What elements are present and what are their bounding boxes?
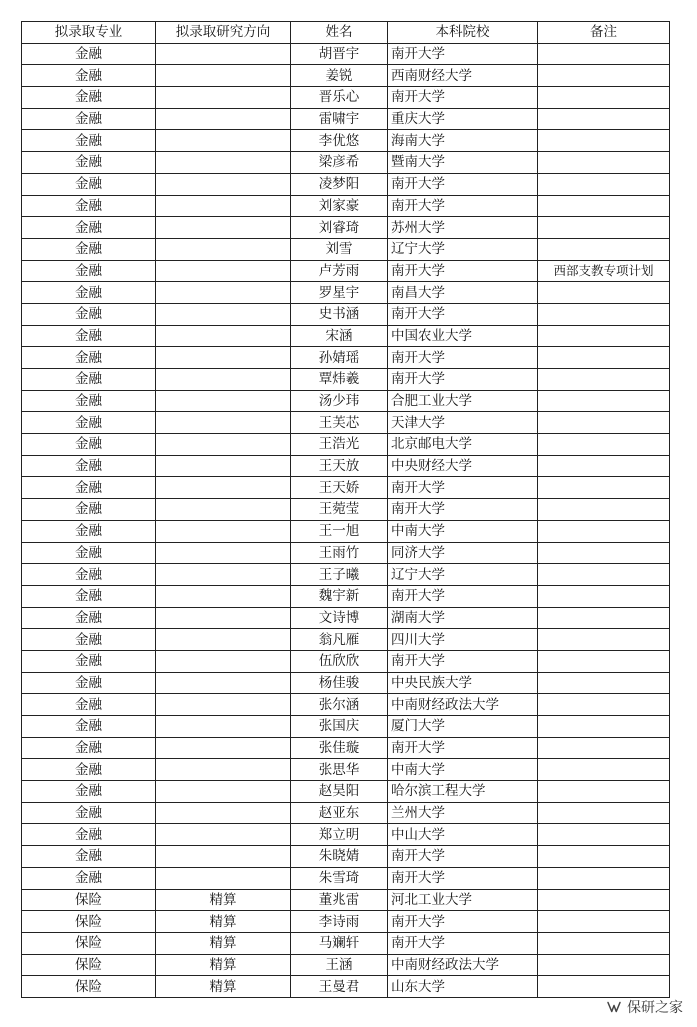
cell-direction: [156, 737, 291, 759]
cell-school: 中国农业大学: [388, 325, 538, 347]
cell-name: 罗星宇: [291, 282, 388, 304]
table-row: [22, 152, 670, 174]
cell-school: 同济大学: [388, 542, 538, 564]
cell-major: 金融: [22, 499, 156, 521]
cell-note: [538, 802, 670, 824]
cell-note: [538, 412, 670, 434]
table-row: [22, 108, 670, 130]
cell-school: 苏州大学: [388, 217, 538, 239]
cell-name: 张思华: [291, 759, 388, 781]
cell-direction: [156, 781, 291, 803]
cell-note: [538, 108, 670, 130]
cell-name: 刘睿琦: [291, 217, 388, 239]
cell-school: 南开大学: [388, 477, 538, 499]
cell-name: 杨佳骏: [291, 672, 388, 694]
table-row: [22, 911, 670, 933]
cell-school: 南开大学: [388, 846, 538, 868]
cell-name: 张尔涵: [291, 694, 388, 716]
cell-direction: [156, 65, 291, 87]
table-row: [22, 173, 670, 195]
cell-school: 四川大学: [388, 629, 538, 651]
admission-table: [21, 21, 670, 998]
cell-major: 金融: [22, 412, 156, 434]
table-row: [22, 607, 670, 629]
cell-note: [538, 369, 670, 391]
table-row: [22, 976, 670, 998]
cell-name: 王天放: [291, 455, 388, 477]
cell-major: 金融: [22, 737, 156, 759]
cell-direction: 精算: [156, 976, 291, 998]
cell-school: 南开大学: [388, 650, 538, 672]
header-direction: 拟录取研究方向: [156, 22, 291, 44]
cell-direction: [156, 434, 291, 456]
cell-major: 金融: [22, 260, 156, 282]
cell-school: 辽宁大学: [388, 238, 538, 260]
cell-school: 南开大学: [388, 499, 538, 521]
cell-school: 暨南大学: [388, 152, 538, 174]
cell-direction: [156, 130, 291, 152]
cell-name: 李优悠: [291, 130, 388, 152]
table-row: [22, 542, 670, 564]
cell-name: 卢芳雨: [291, 260, 388, 282]
cell-name: 梁彦希: [291, 152, 388, 174]
cell-direction: [156, 629, 291, 651]
cell-direction: 精算: [156, 932, 291, 954]
cell-school: 合肥工业大学: [388, 390, 538, 412]
cell-major: 保险: [22, 976, 156, 998]
cell-direction: [156, 238, 291, 260]
cell-major: 金融: [22, 607, 156, 629]
cell-note: [538, 499, 670, 521]
cell-school: 中南财经政法大学: [388, 954, 538, 976]
cell-major: 金融: [22, 238, 156, 260]
cell-direction: [156, 520, 291, 542]
cell-direction: [156, 499, 291, 521]
cell-note: [538, 954, 670, 976]
cell-major: 金融: [22, 325, 156, 347]
table-row: [22, 282, 670, 304]
cell-note: [538, 911, 670, 933]
cell-school: 南开大学: [388, 867, 538, 889]
cell-major: 金融: [22, 369, 156, 391]
cell-direction: [156, 759, 291, 781]
table-row: [22, 867, 670, 889]
cell-direction: [156, 650, 291, 672]
cell-major: 金融: [22, 824, 156, 846]
cell-note: [538, 173, 670, 195]
table-row: [22, 802, 670, 824]
cell-major: 金融: [22, 781, 156, 803]
cell-school: 南开大学: [388, 347, 538, 369]
table-row: [22, 889, 670, 911]
cell-direction: [156, 564, 291, 586]
table-row: [22, 412, 670, 434]
table-row: [22, 87, 670, 109]
cell-major: 金融: [22, 716, 156, 738]
cell-note: [538, 694, 670, 716]
cell-major: 金融: [22, 477, 156, 499]
cell-name: 王子曦: [291, 564, 388, 586]
cell-major: 金融: [22, 87, 156, 109]
cell-direction: [156, 217, 291, 239]
header-note: 备注: [538, 22, 670, 44]
cell-note: [538, 716, 670, 738]
cell-school: 重庆大学: [388, 108, 538, 130]
cell-name: 王菀莹: [291, 499, 388, 521]
cell-direction: [156, 173, 291, 195]
cell-note: [538, 889, 670, 911]
table-row: [22, 846, 670, 868]
cell-name: 雷啸宇: [291, 108, 388, 130]
table-row: [22, 520, 670, 542]
table-row: [22, 434, 670, 456]
table-row: [22, 650, 670, 672]
cell-major: 金融: [22, 43, 156, 65]
cell-note: [538, 976, 670, 998]
cell-direction: [156, 607, 291, 629]
cell-name: 伍欣欣: [291, 650, 388, 672]
table-row: [22, 737, 670, 759]
cell-direction: [156, 195, 291, 217]
cell-note: [538, 932, 670, 954]
cell-name: 马斓轩: [291, 932, 388, 954]
cell-direction: [156, 325, 291, 347]
cell-note: [538, 737, 670, 759]
cell-note: [538, 542, 670, 564]
cell-note: [538, 217, 670, 239]
cell-direction: [156, 152, 291, 174]
table-row: [22, 130, 670, 152]
cell-note: [538, 629, 670, 651]
cell-direction: [156, 867, 291, 889]
cell-school: 南开大学: [388, 737, 538, 759]
cell-major: 金融: [22, 130, 156, 152]
cell-name: 覃炜羲: [291, 369, 388, 391]
cell-note: [538, 43, 670, 65]
table-header-row: [22, 22, 670, 44]
cell-school: 辽宁大学: [388, 564, 538, 586]
cell-major: 金融: [22, 672, 156, 694]
table-row: [22, 499, 670, 521]
cell-direction: [156, 303, 291, 325]
cell-major: 保险: [22, 932, 156, 954]
cell-direction: [156, 455, 291, 477]
cell-major: 金融: [22, 650, 156, 672]
header-school: 本科院校: [388, 22, 538, 44]
cell-school: 天津大学: [388, 412, 538, 434]
cell-direction: [156, 802, 291, 824]
cell-major: 金融: [22, 108, 156, 130]
cell-name: 王曼君: [291, 976, 388, 998]
cell-school: 南开大学: [388, 260, 538, 282]
cell-note: [538, 238, 670, 260]
cell-name: 朱晓婧: [291, 846, 388, 868]
cell-direction: 精算: [156, 954, 291, 976]
watermark-text: 保研之家: [627, 1000, 683, 1016]
table-row: [22, 43, 670, 65]
table-row: [22, 217, 670, 239]
cell-school: 南开大学: [388, 932, 538, 954]
cell-major: 金融: [22, 455, 156, 477]
cell-school: 中南财经政法大学: [388, 694, 538, 716]
cell-note: [538, 824, 670, 846]
cell-name: 张国庆: [291, 716, 388, 738]
cell-major: 金融: [22, 867, 156, 889]
cell-school: 南开大学: [388, 911, 538, 933]
cell-direction: [156, 694, 291, 716]
cell-name: 王雨竹: [291, 542, 388, 564]
cell-major: 保险: [22, 954, 156, 976]
cell-school: 哈尔滨工程大学: [388, 781, 538, 803]
table-row: [22, 629, 670, 651]
cell-note: [538, 152, 670, 174]
cell-direction: [156, 412, 291, 434]
cell-name: 晋乐心: [291, 87, 388, 109]
table-row: [22, 477, 670, 499]
cell-note: [538, 195, 670, 217]
cell-name: 宋涵: [291, 325, 388, 347]
table-row: [22, 347, 670, 369]
cell-direction: [156, 542, 291, 564]
header-major: 拟录取专业: [22, 22, 156, 44]
cell-school: 南开大学: [388, 195, 538, 217]
cell-major: 金融: [22, 347, 156, 369]
table-row: [22, 716, 670, 738]
cell-note: [538, 607, 670, 629]
cell-name: 王天娇: [291, 477, 388, 499]
cell-direction: [156, 87, 291, 109]
cell-note: 西部支教专项计划: [538, 260, 670, 282]
table-body: [22, 43, 670, 997]
cell-name: 朱雪琦: [291, 867, 388, 889]
cell-direction: [156, 585, 291, 607]
cell-school: 中南大学: [388, 759, 538, 781]
cell-name: 张佳璇: [291, 737, 388, 759]
table-row: [22, 585, 670, 607]
cell-note: [538, 585, 670, 607]
cell-direction: [156, 108, 291, 130]
cell-major: 金融: [22, 390, 156, 412]
cell-school: 海南大学: [388, 130, 538, 152]
cell-name: 文诗博: [291, 607, 388, 629]
cell-name: 刘家豪: [291, 195, 388, 217]
cell-note: [538, 781, 670, 803]
cell-major: 金融: [22, 217, 156, 239]
cell-school: 西南财经大学: [388, 65, 538, 87]
cell-major: 金融: [22, 585, 156, 607]
watermark: [605, 997, 683, 1017]
cell-school: 南开大学: [388, 303, 538, 325]
cell-school: 北京邮电大学: [388, 434, 538, 456]
cell-major: 金融: [22, 152, 156, 174]
table-row: [22, 824, 670, 846]
cell-direction: [156, 846, 291, 868]
cell-note: [538, 434, 670, 456]
cell-name: 翁凡雁: [291, 629, 388, 651]
cell-direction: [156, 260, 291, 282]
cell-major: 金融: [22, 173, 156, 195]
cell-major: 金融: [22, 759, 156, 781]
cell-name: 史书涵: [291, 303, 388, 325]
cell-direction: [156, 716, 291, 738]
cell-name: 李诗雨: [291, 911, 388, 933]
table-row: [22, 325, 670, 347]
cell-major: 金融: [22, 802, 156, 824]
cell-name: 姜锐: [291, 65, 388, 87]
cell-school: 南开大学: [388, 43, 538, 65]
cell-direction: [156, 824, 291, 846]
table-row: [22, 564, 670, 586]
cell-name: 赵昊阳: [291, 781, 388, 803]
cell-major: 金融: [22, 564, 156, 586]
cell-note: [538, 650, 670, 672]
cell-note: [538, 455, 670, 477]
cell-direction: [156, 369, 291, 391]
cell-major: 金融: [22, 282, 156, 304]
cell-major: 保险: [22, 889, 156, 911]
cell-direction: [156, 477, 291, 499]
table-row: [22, 954, 670, 976]
cell-note: [538, 65, 670, 87]
cell-note: [538, 390, 670, 412]
cell-school: 南开大学: [388, 87, 538, 109]
cell-major: 金融: [22, 195, 156, 217]
cell-note: [538, 759, 670, 781]
cell-major: 金融: [22, 629, 156, 651]
table-row: [22, 781, 670, 803]
cell-major: 金融: [22, 434, 156, 456]
cell-note: [538, 520, 670, 542]
cell-note: [538, 282, 670, 304]
cell-major: 金融: [22, 542, 156, 564]
table-row: [22, 260, 670, 282]
cell-school: 兰州大学: [388, 802, 538, 824]
cell-note: [538, 477, 670, 499]
wechat-channel-icon: [605, 998, 623, 1016]
cell-school: 南开大学: [388, 173, 538, 195]
cell-major: 保险: [22, 911, 156, 933]
cell-name: 董兆雷: [291, 889, 388, 911]
cell-name: 胡晋宇: [291, 43, 388, 65]
header-name: 姓名: [291, 22, 388, 44]
cell-direction: 精算: [156, 889, 291, 911]
cell-name: 王芙芯: [291, 412, 388, 434]
cell-direction: [156, 43, 291, 65]
cell-note: [538, 325, 670, 347]
table-row: [22, 672, 670, 694]
cell-direction: 精算: [156, 911, 291, 933]
cell-note: [538, 130, 670, 152]
cell-name: 王涵: [291, 954, 388, 976]
cell-direction: [156, 390, 291, 412]
cell-note: [538, 87, 670, 109]
cell-note: [538, 303, 670, 325]
table-row: [22, 369, 670, 391]
table-row: [22, 694, 670, 716]
table-row: [22, 455, 670, 477]
table-row: [22, 759, 670, 781]
cell-school: 湖南大学: [388, 607, 538, 629]
cell-school: 南昌大学: [388, 282, 538, 304]
cell-name: 孙婧瑶: [291, 347, 388, 369]
cell-major: 金融: [22, 65, 156, 87]
cell-direction: [156, 347, 291, 369]
cell-school: 河北工业大学: [388, 889, 538, 911]
cell-major: 金融: [22, 520, 156, 542]
cell-note: [538, 867, 670, 889]
cell-direction: [156, 282, 291, 304]
cell-name: 郑立明: [291, 824, 388, 846]
cell-major: 金融: [22, 694, 156, 716]
cell-name: 刘雪: [291, 238, 388, 260]
cell-note: [538, 846, 670, 868]
table-row: [22, 390, 670, 412]
cell-school: 南开大学: [388, 585, 538, 607]
table-row: [22, 932, 670, 954]
cell-school: 中央民族大学: [388, 672, 538, 694]
cell-school: 中山大学: [388, 824, 538, 846]
cell-note: [538, 672, 670, 694]
cell-school: 山东大学: [388, 976, 538, 998]
cell-name: 凌梦阳: [291, 173, 388, 195]
cell-name: 赵亚东: [291, 802, 388, 824]
cell-school: 中南大学: [388, 520, 538, 542]
cell-name: 王浩光: [291, 434, 388, 456]
cell-school: 南开大学: [388, 369, 538, 391]
table-row: [22, 195, 670, 217]
cell-direction: [156, 672, 291, 694]
cell-school: 中央财经大学: [388, 455, 538, 477]
cell-note: [538, 347, 670, 369]
cell-name: 王一旭: [291, 520, 388, 542]
table-row: [22, 303, 670, 325]
cell-name: 魏宇新: [291, 585, 388, 607]
cell-major: 金融: [22, 846, 156, 868]
cell-major: 金融: [22, 303, 156, 325]
cell-note: [538, 564, 670, 586]
table-row: [22, 65, 670, 87]
table-row: [22, 238, 670, 260]
cell-school: 厦门大学: [388, 716, 538, 738]
cell-name: 汤少玮: [291, 390, 388, 412]
